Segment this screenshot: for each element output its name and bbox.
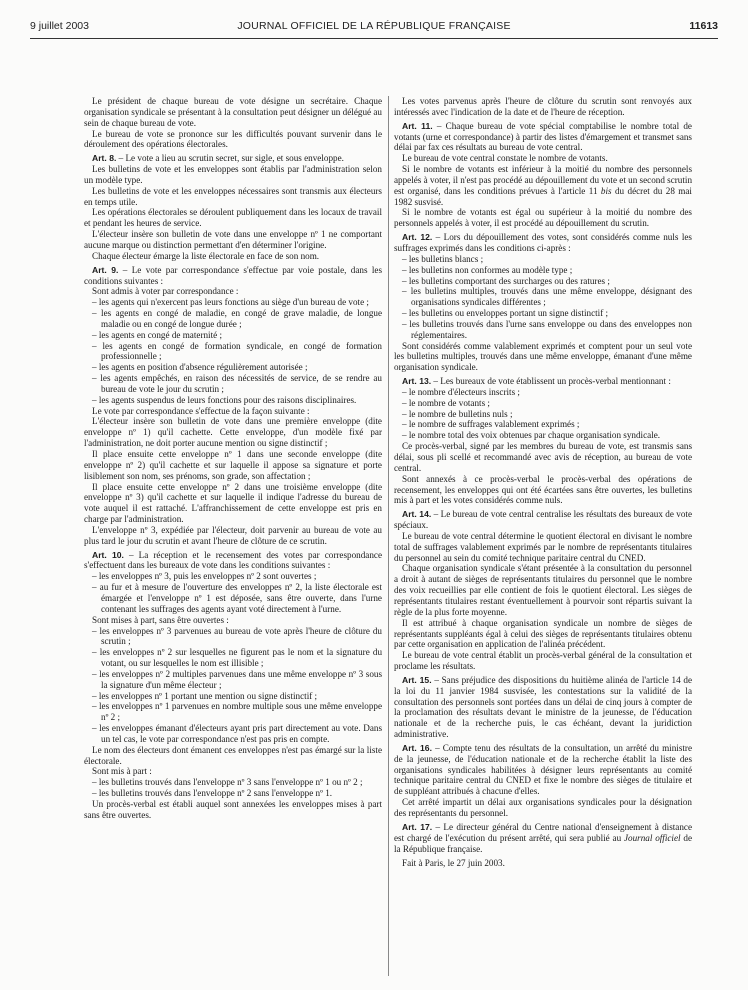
list-item: – les bulletins trouvés dans l'enveloppe nº 3 sans l'enveloppe nº 1 ou nº 2 ; [84,777,382,788]
paragraph: L'électeur insère son bulletin de vote dans une enveloppe nº 1 ne comportant aucune marque ou distinction permettant d'en déterminer l'origine. [84,229,382,250]
paragraph: Un procès-verbal est établi auquel sont annexées les enveloppes mises à part sans être ouvertes. [84,799,382,820]
list-item: – les bulletins non conformes au modèle type ; [394,265,692,276]
article-16 [394,743,692,797]
list-item: – les enveloppes nº 2 multiples parvenues dans une même enveloppe nº 3 sous la signature d'un même électeur ; [84,669,382,691]
list-item: – les agents en congé de maladie, en congé de grave maladie, de longue maladie ou en congé de longue durée ; [84,308,382,330]
article-label: Art. 12. [402,232,433,243]
left-column [84,96,382,981]
paragraph: Sont mises à part, sans être ouvertes : [92,614,229,625]
paragraph: Les bulletins de vote et les enveloppes nécessaires sont transmis aux électeurs en temps utile. [84,185,382,207]
list-item: – les enveloppes émanant d'électeurs ayant pris part directement au vote. Dans un tel cas, le vote par correspondance n'est pas pris en compte. [84,723,382,745]
text-run-italic: Journal officiel [623,832,681,843]
list-item: – le nombre d'électeurs inscrits ; [394,387,692,398]
article-text: – Le vote par correspondance s'effectue par voie postale, dans les conditions suivantes : [84,264,382,286]
list-item: – les enveloppes nº 2 sur lesquelles ne figurent pas le nom et la signature du votant, ou sur lesquelles le nom est illisible ; [84,647,382,669]
paragraph: Chaque organisation syndicale s'étant présentée à la consultation du personnel a droit à autant de sièges de représentants titulaires du personnel que le nombre des voix recueillies par elle contient de fois le quotient électoral. Les sièges de représentants titulaires restant éventuellement à pourvoir sont répartis suivant la règle de la plus forte moyenne. [394,563,692,617]
list-item: – le nombre de suffrages valablement exprimés ; [394,419,692,430]
text-run: de la République française. [394,832,692,854]
paragraph: Le bureau de vote central détermine le quotient électoral en divisant le nombre total de suffrages valablement exprimés par le nombre de représentants titulaires du personnel au sein du comité technique paritaire central du CNED. [394,530,692,563]
list-item: – les agents suspendus de leurs fonctions pour des raisons disciplinaires. [84,395,382,406]
article-label: Art. 10. [92,549,124,560]
list-item: – les bulletins ou enveloppes portant un signe distinctif ; [394,308,692,319]
list-item: – les agents en congé de formation syndicale, en congé de formation professionnelle ; [84,341,382,363]
paragraph: Sont mis à part : [92,766,152,777]
paragraph: Si le nombre de votants est égal ou supérieur à la moitié du nombre des personnels appelés à voter, il est procédé au dépouillement du scrutin. [394,207,692,229]
bullet-list [394,254,692,341]
article-label: Art. 16. [402,742,432,753]
bullet-list [84,626,382,745]
header-page-number: 11613 [689,20,718,32]
list-item: – les enveloppes nº 3, puis les enveloppes nº 2 sont ouvertes ; [84,571,382,582]
paragraph: Cet arrêté impartit un délai aux organisations syndicales pour la désignation des représentants du personnel. [394,797,692,818]
list-item: – les agents en congé de maternité ; [84,330,382,341]
list-item: – les bulletins trouvés dans l'urne sans enveloppe ou dans des enveloppes non réglementaires. [394,319,692,341]
bullet-list [84,777,382,799]
article-17 [394,822,692,855]
article-15 [394,675,692,740]
article-text: – Sans préjudice des dispositions du huitième alinéa de l'article 14 de la loi du 11 janvier 1984 susvisée, les contestations sur la validité de la consultation des personnels sont portées dans un délai de cinq jours à compter de la proclamation des résultats devant le ministre de la jeunesse, de l'éducation nationale et de la recherche puis, le cas échéant, devant la juridiction administrative. [394,674,692,740]
text-run-italic: bis [600,185,612,196]
article-label: Art. 8. [92,153,117,164]
page-header [30,20,718,36]
paragraph: Il place ensuite cette enveloppe nº 2 dans une troisième enveloppe (dite enveloppe nº 3) qu'il cachette et sur laquelle il indique l'adresse du bureau de vote auquel il est rattaché. L'affranchissement de cette enveloppe est pris en charge par l'administration. [84,481,382,525]
article-14 [394,509,692,531]
paragraph: Sont annexés à ce procès-verbal le procès-verbal des opérations de recensement, les enveloppes qui ont été écartées sans être ouvertes, les bulletins mis à part et les votes considérés comme nuls. [394,473,692,506]
header-date: 9 juillet 2003 [30,20,89,32]
article-11 [394,121,692,154]
article-label: Art. 9. [92,264,119,275]
list-item: – les bulletins multiples, trouvés dans une même enveloppe, désignant des organisations syndicales différentes ; [394,286,692,308]
article-13 [394,376,692,387]
list-item: – les bulletins blancs ; [394,254,692,265]
paragraph: Sont admis à voter par correspondance : [92,286,239,297]
list-item: – les bulletins comportant des surcharges ou des ratures ; [394,276,692,287]
list-item: – les enveloppes nº 3 parvenues au bureau de vote après l'heure de clôture du scrutin ; [84,626,382,648]
article-9 [84,265,382,287]
paragraph: Le bureau de vote central établit un procès-verbal général de la consultation et proclame les résultats. [394,650,692,672]
article-text: – Compte tenu des résultats de la consultation, un arrêté du ministre de la jeunesse, de l'éducation nationale et de la recherche établit la liste des organisations syndicales habilitées à désigner leurs représentants au comité technique paritaire central du CNED et fixe le nombre des sièges de titulaire et de suppléant attribués à chacune d'elles. [394,742,692,797]
list-item: – les enveloppes nº 1 parvenues en nombre multiple sous une même enveloppe nº 2 ; [84,701,382,723]
article-text: – Les bureaux de vote établissent un procès-verbal mentionnant : [431,376,671,387]
article-text: – Lors du dépouillement des votes, sont considérés comme nuls les suffrages exprimés dans les conditions ci-après : [394,232,692,253]
article-label: Art. 17. [402,821,433,832]
paragraph: Les opérations électorales se déroulent publiquement dans les locaux de travail et pendant les heures de service. [84,207,382,229]
article-label: Art. 11. [402,120,433,131]
list-item: – les enveloppes nº 1 portant une mention ou signe distinctif ; [84,691,382,702]
paragraph: L'électeur insère son bulletin de vote dans une première enveloppe (dite enveloppe nº 1) qu'il cachette. Cette enveloppe, d'un modèle fixé par l'administration, ne doit porter aucune mention ou signe distinctif ; [84,416,382,449]
paragraph: Le nom des électeurs dont émanent ces enveloppes n'est pas émargé sur la liste électorale. [84,744,382,766]
bullet-list [84,571,382,614]
text-run: Si le nombre de votants est inférieur à la moitié du nombre des personnels appelés à voter, il n'est pas procédé au dépouillement du vote et un second scrutin est organisé, dans les conditions prévues à l'article 11 [394,164,692,196]
article-label: Art. 15. [402,674,432,685]
paragraph: Le bureau de vote se prononce sur les difficultés pouvant survenir dans le déroulement des opérations électorales. [84,128,382,150]
header-title: JOURNAL OFFICIEL DE LA RÉPUBLIQUE FRANÇAISE [237,20,511,32]
paragraph: Les bulletins de vote et les enveloppes sont établis par l'administration selon un modèle type. [84,164,382,185]
list-item: – les bulletins trouvés dans l'enveloppe nº 2 sans l'enveloppe nº 1. [84,788,382,799]
article-text: – Le bureau de vote central centralise les résultats des bureaux de vote spéciaux. [394,509,692,531]
paragraph: Chaque électeur émarge la liste électorale en face de son nom. [92,250,320,261]
list-item: – le nombre de votants ; [394,398,692,409]
paragraph: Il est attribué à chaque organisation syndicale un nombre de sièges de représentants suppléants égal à celui des sièges de représentants titulaires obtenu par cette organisation en application de l'alinéa précédent. [394,617,692,650]
article-text: – Le vote a lieu au scrutin secret, sur sigle, et sous enveloppe. [116,153,344,164]
paragraph: Sont considérés comme valablement exprimés et comptent pour un seul vote les bulletins multiples, trouvés dans une même enveloppe, émanant d'une même organisation syndicale. [394,340,692,373]
bullet-list [84,297,382,405]
list-item: – le nombre total des voix obtenues par chaque organisation syndicale. [394,430,692,441]
header-rule [30,38,718,39]
right-column [394,96,692,981]
article-label: Art. 13. [402,376,432,387]
list-item: – les agents en position d'absence régulièrement autorisée ; [84,362,382,373]
article-8 [84,153,382,164]
paragraph: Il place ensuite cette enveloppe nº 1 dans une seconde enveloppe (dite enveloppe nº 2) qu'il cachette et sur laquelle il appose sa signature et porte lisiblement son nom, ses prénoms, son grade, son affectation ; [84,449,382,481]
list-item: – au fur et à mesure de l'ouverture des enveloppes nº 2, la liste électorale est émargée et l'enveloppe nº 1 est déposée, sans être ouverte, dans l'urne contenant les suffrages des agents ayant voté directement à l'urne. [84,582,382,615]
paragraph: Les votes parvenus après l'heure de clôture du scrutin sont renvoyés aux intéressés avec l'indication de la date et de l'heure de réception. [394,96,692,117]
article-10 [84,550,382,572]
paragraph: Le président de chaque bureau de vote désigne un secrétaire. Chaque organisation syndicale se présentant à la consultation peut désigner un délégué au sein de chaque bureau de vote. [84,96,382,128]
article-12 [394,232,692,254]
article-text: – La réception et le recensement des votes par correspondance s'effectuent dans les bureaux de vote dans les conditions suivantes : [84,549,382,571]
paragraph: Ce procès-verbal, signé par les membres du bureau de vote, est transmis sans délai, sous pli scellé et recommandé avec avis de réception, au bureau de vote central. [394,441,692,473]
paragraph [394,164,692,207]
list-item: – les agents qui n'exercent pas leurs fonctions au siège d'un bureau de vote ; [84,297,382,308]
article-text: – Chaque bureau de vote spécial comptabilise le nombre total de votants (urne et correspondance) à partir des listes d'émargement et transmet sans délai par fax ces résultats au bureau de vote central. [394,120,692,153]
paragraph: Le bureau de vote central constate le nombre de votants. [402,153,608,164]
column-divider [388,96,389,976]
bullet-list [394,387,692,441]
list-item: – le nombre de bulletins nuls ; [394,409,692,420]
article-text: – Le directeur général du Centre national d'enseignement à distance est chargé de l'exécution du présent arrêté, qui sera publié au [394,821,692,843]
paragraph: Le vote par correspondance s'effectue de la façon suivante : [92,405,310,416]
text-run: du décret du 28 mai 1982 susvisé. [394,185,692,207]
paragraph: L'enveloppe nº 3, expédiée par l'électeur, doit parvenir au bureau de vote au plus tard le jour du scrutin et avant l'heure de clôture de ce scrutin. [84,524,382,546]
list-item: – les agents empêchés, en raison des nécessités de service, de se rendre au bureau de vote le jour du scrutin ; [84,373,382,395]
article-label: Art. 14. [402,509,432,520]
signature-line: Fait à Paris, le 27 juin 2003. [402,858,505,869]
